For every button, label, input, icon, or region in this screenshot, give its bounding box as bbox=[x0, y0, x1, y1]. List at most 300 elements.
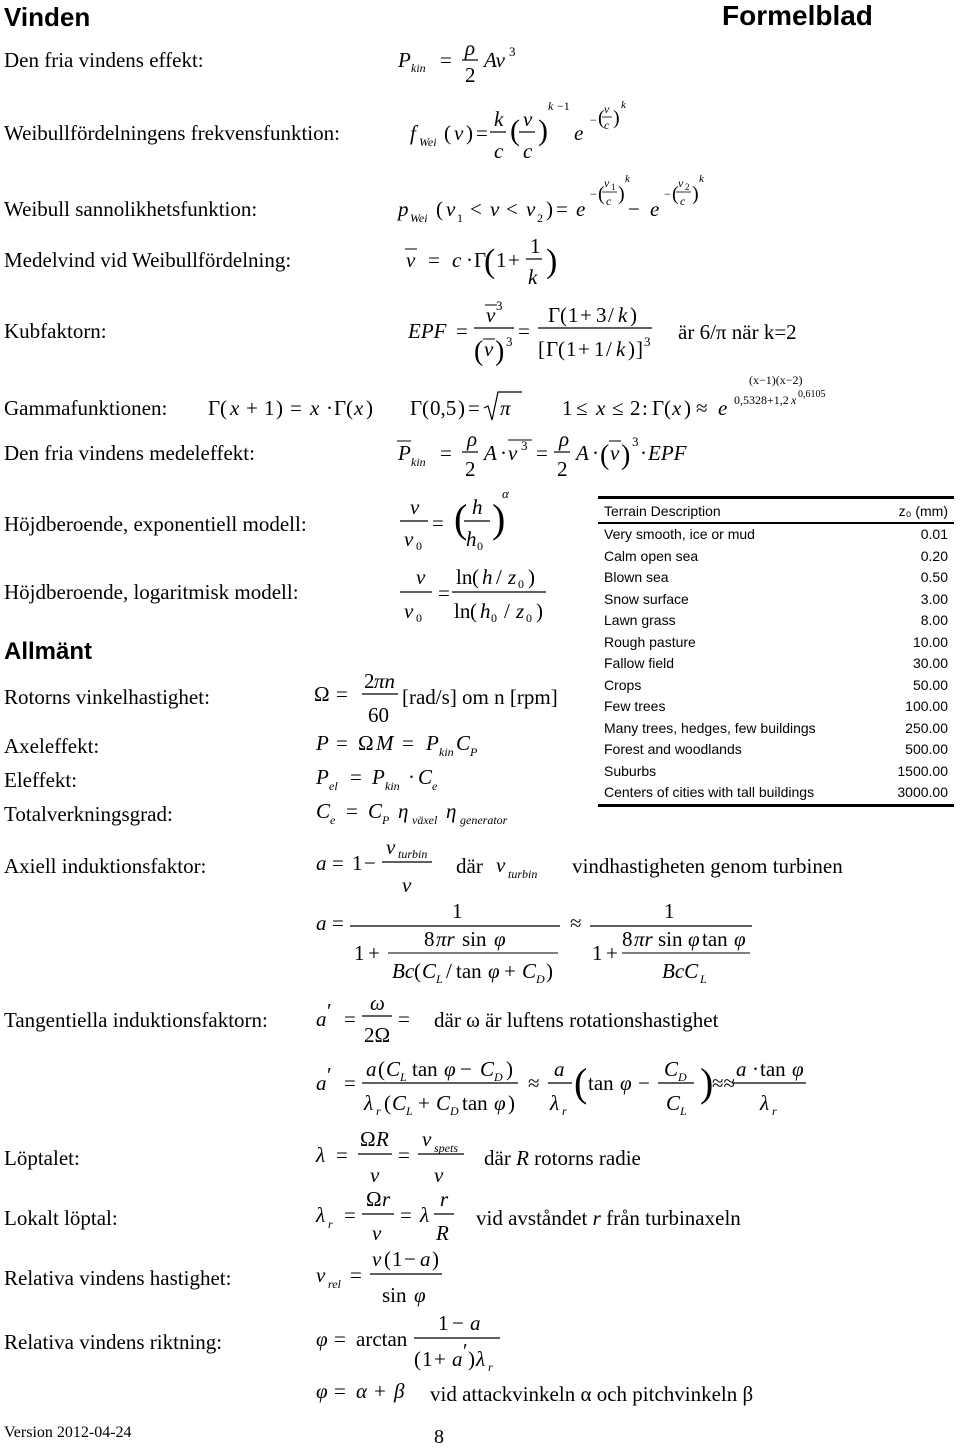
svg-text:e: e bbox=[718, 396, 728, 420]
svg-text:(: ( bbox=[384, 1247, 391, 1271]
table-row bbox=[598, 739, 954, 761]
svg-text:2: 2 bbox=[465, 457, 476, 481]
section-title-allmant: Allmänt bbox=[4, 638, 93, 665]
svg-text:tan: tan bbox=[760, 1057, 786, 1081]
svg-text:C: C bbox=[392, 1091, 407, 1115]
svg-text:0: 0 bbox=[477, 539, 483, 553]
svg-text:r: r bbox=[562, 1104, 567, 1118]
svg-text:0,6105: 0,6105 bbox=[798, 389, 826, 400]
svg-text:1: 1 bbox=[530, 234, 541, 258]
svg-text:β: β bbox=[394, 1379, 405, 1403]
svg-text:−: − bbox=[452, 1311, 464, 1335]
svg-text:v: v bbox=[604, 176, 610, 190]
label-vinkelhastighet: Rotorns vinkelhastighet: bbox=[4, 685, 210, 709]
svg-text:(: ( bbox=[600, 440, 610, 471]
terrain-desc: Blown sea bbox=[604, 569, 669, 585]
svg-text:−: − bbox=[364, 851, 376, 875]
svg-text:x: x bbox=[596, 396, 606, 420]
svg-text:ω: ω bbox=[370, 991, 385, 1015]
label-totalverkningsgrad: Totalverkningsgrad: bbox=[4, 802, 173, 826]
svg-text:=: = bbox=[334, 1379, 346, 1403]
svg-text:): ) bbox=[613, 107, 620, 129]
svg-text:D: D bbox=[450, 1104, 459, 1118]
svg-text:): ) bbox=[621, 440, 631, 471]
svg-text:a: a bbox=[366, 1057, 377, 1081]
svg-text:=: = bbox=[468, 396, 480, 420]
terrain-table bbox=[598, 496, 954, 807]
svg-text:=: = bbox=[438, 581, 450, 605]
svg-text:v: v bbox=[434, 1163, 444, 1187]
svg-text:=: = bbox=[350, 1263, 362, 1287]
formula-loptalet bbox=[315, 1127, 464, 1187]
svg-text:·: · bbox=[408, 765, 415, 789]
svg-text:v: v bbox=[404, 599, 414, 623]
svg-text:Γ: Γ bbox=[334, 396, 347, 420]
label-lokalt-loptal: Lokalt löptal: bbox=[4, 1206, 118, 1230]
svg-text:′: ′ bbox=[327, 1063, 332, 1087]
table-row bbox=[598, 567, 954, 589]
svg-text:C: C bbox=[422, 959, 437, 983]
svg-text:v: v bbox=[386, 835, 396, 859]
svg-text:v: v bbox=[610, 441, 620, 465]
svg-text:f: f bbox=[410, 121, 416, 145]
svg-text:L: L bbox=[680, 1104, 687, 1118]
svg-text:1: 1 bbox=[354, 941, 365, 965]
svg-text:P: P bbox=[426, 731, 439, 755]
svg-text:/: / bbox=[606, 337, 612, 361]
svg-text:1: 1 bbox=[392, 1247, 403, 1271]
svg-text:1: 1 bbox=[568, 303, 579, 327]
terrain-header-desc: Terrain Description bbox=[604, 503, 721, 519]
svg-text:1: 1 bbox=[438, 1311, 449, 1335]
svg-text:): ) bbox=[495, 336, 505, 367]
svg-text:Ω: Ω bbox=[358, 731, 374, 755]
table-row bbox=[598, 718, 954, 740]
label-hojd-logaritmisk: Höjdberoende, logaritmisk modell: bbox=[4, 580, 299, 604]
svg-text:ρ: ρ bbox=[559, 427, 570, 451]
svg-text:P: P bbox=[398, 441, 411, 465]
svg-text:3: 3 bbox=[596, 303, 607, 327]
svg-text:+: + bbox=[578, 337, 590, 361]
svg-text:e: e bbox=[650, 197, 660, 221]
formula-vinkelhastighet bbox=[314, 669, 398, 727]
svg-text:Wei: Wei bbox=[410, 211, 428, 225]
svg-text:(: ( bbox=[560, 303, 567, 327]
svg-text:πr: πr bbox=[634, 927, 653, 951]
label-eleffekt: Eleffekt: bbox=[4, 768, 78, 792]
svg-text:A: A bbox=[484, 441, 497, 465]
svg-text:k: k bbox=[621, 99, 626, 111]
svg-text:z: z bbox=[508, 565, 517, 589]
terrain-desc: Forest and woodlands bbox=[604, 741, 742, 757]
svg-text:k: k bbox=[618, 303, 628, 327]
terrain-z0: 0.20 bbox=[920, 547, 948, 564]
terrain-desc: Very smooth, ice or mud bbox=[604, 526, 755, 542]
svg-text:v: v bbox=[422, 1127, 432, 1151]
svg-text:<: < bbox=[506, 197, 518, 221]
svg-text:kin: kin bbox=[411, 455, 426, 469]
svg-text:(: ( bbox=[454, 496, 468, 541]
svg-text:2: 2 bbox=[557, 457, 568, 481]
svg-text:): ) bbox=[546, 197, 553, 221]
svg-text:=: = bbox=[536, 441, 548, 465]
svg-text:=: = bbox=[556, 197, 568, 221]
svg-text:λ: λ bbox=[316, 1143, 326, 1167]
svg-text:(: ( bbox=[484, 243, 496, 280]
svg-text:=: = bbox=[350, 765, 362, 789]
svg-text:C: C bbox=[368, 799, 383, 823]
svg-text:≈: ≈ bbox=[696, 396, 708, 420]
svg-text:v: v bbox=[604, 102, 610, 116]
svg-text:+: + bbox=[606, 941, 618, 965]
svg-text:Γ: Γ bbox=[546, 337, 559, 361]
svg-text:kin: kin bbox=[439, 745, 454, 759]
formula-axiell-bladelement bbox=[316, 899, 752, 986]
svg-text:ρ: ρ bbox=[467, 427, 478, 451]
terrain-z0: 10.00 bbox=[912, 633, 948, 650]
svg-text:φ: φ bbox=[494, 927, 506, 951]
svg-text:φ: φ bbox=[688, 927, 700, 951]
svg-text:(: ( bbox=[574, 1060, 588, 1105]
svg-text:=: = bbox=[440, 441, 452, 465]
formula-axeleffekt bbox=[315, 731, 478, 759]
svg-text:h: h bbox=[466, 527, 477, 551]
formula-gammafunktionen bbox=[208, 389, 826, 420]
svg-text:1: 1 bbox=[452, 899, 463, 923]
svg-text:EPF: EPF bbox=[648, 441, 687, 465]
svg-text:ln: ln bbox=[456, 565, 473, 589]
terrain-desc: Centers of cities with tall buildings bbox=[604, 784, 815, 800]
svg-text:sin: sin bbox=[462, 927, 487, 951]
svg-text:Γ: Γ bbox=[410, 396, 423, 420]
svg-text:EPF: EPF bbox=[408, 319, 447, 343]
svg-text:2: 2 bbox=[630, 396, 641, 420]
svg-text:k: k bbox=[494, 107, 504, 131]
svg-text:v: v bbox=[410, 495, 420, 519]
table-row bbox=[598, 653, 954, 675]
svg-text:0: 0 bbox=[491, 611, 497, 625]
formula-medelvind bbox=[405, 234, 557, 289]
svg-text:=: = bbox=[518, 319, 530, 343]
terrain-desc: Calm open sea bbox=[604, 547, 699, 564]
terrain-header-z0: z₀ (mm) bbox=[898, 503, 948, 519]
svg-text:): ) bbox=[468, 1347, 475, 1371]
svg-text:v: v bbox=[508, 441, 518, 465]
svg-text:π: π bbox=[500, 396, 511, 420]
svg-text:Γ: Γ bbox=[548, 303, 561, 327]
svg-text:=: = bbox=[344, 1203, 356, 1227]
svg-text:1: 1 bbox=[611, 182, 616, 192]
note-tangentiell-induktion: där ω är luftens rotationshastighet bbox=[434, 1008, 719, 1032]
svg-text:a: a bbox=[316, 851, 327, 875]
svg-text:3: 3 bbox=[632, 434, 639, 449]
svg-text:1: 1 bbox=[566, 337, 577, 361]
svg-text:α: α bbox=[356, 1379, 368, 1403]
svg-text:(: ( bbox=[510, 114, 520, 147]
svg-text:Av: Av bbox=[484, 48, 505, 72]
svg-text:P: P bbox=[316, 731, 329, 755]
svg-text:tan: tan bbox=[456, 959, 482, 983]
svg-text:−: − bbox=[664, 187, 671, 201]
svg-text:3: 3 bbox=[506, 334, 513, 349]
svg-text:≤: ≤ bbox=[612, 396, 624, 420]
svg-text:c: c bbox=[452, 248, 462, 272]
svg-text:]: ] bbox=[636, 337, 643, 361]
svg-text:v: v bbox=[404, 527, 414, 551]
svg-text:k: k bbox=[548, 99, 554, 113]
svg-text:C: C bbox=[456, 731, 471, 755]
svg-text:): ) bbox=[692, 183, 699, 205]
svg-text:φ: φ bbox=[734, 927, 746, 951]
svg-text:): ) bbox=[432, 1247, 439, 1271]
svg-text:): ) bbox=[700, 1060, 714, 1105]
svg-text:=: = bbox=[336, 682, 348, 706]
svg-text:v: v bbox=[402, 873, 412, 897]
svg-text:tan: tan bbox=[462, 1091, 488, 1115]
terrain-desc: Suburbs bbox=[604, 762, 657, 779]
svg-text:φ: φ bbox=[620, 1071, 632, 1095]
svg-text:0,5328+1,2: 0,5328+1,2 bbox=[734, 393, 789, 407]
svg-text:M: M bbox=[376, 731, 394, 755]
svg-text:v: v bbox=[370, 1163, 380, 1187]
svg-text:r: r bbox=[328, 1217, 333, 1231]
svg-text:h: h bbox=[472, 495, 483, 519]
svg-text::: : bbox=[642, 396, 648, 420]
svg-text:=: = bbox=[290, 396, 302, 420]
terrain-z0: 1500.00 bbox=[897, 762, 948, 779]
svg-text:1: 1 bbox=[592, 941, 603, 965]
svg-text:3: 3 bbox=[521, 438, 528, 453]
svg-text:Ω: Ω bbox=[314, 682, 330, 706]
svg-text:/: / bbox=[504, 599, 510, 623]
formula-eleffekt bbox=[315, 765, 438, 793]
svg-text:): ) bbox=[684, 396, 691, 420]
svg-text:turbin: turbin bbox=[508, 867, 538, 881]
svg-text:): ) bbox=[630, 303, 637, 327]
note-phi-alpha-beta: vid attackvinkeln α och pitchvinkeln β bbox=[430, 1382, 754, 1406]
svg-text:8: 8 bbox=[622, 927, 633, 951]
terrain-desc: Snow surface bbox=[604, 590, 689, 607]
formula-fria-vindens-effekt bbox=[397, 36, 516, 87]
svg-text:kin: kin bbox=[385, 779, 400, 793]
svg-text:=: = bbox=[336, 1143, 348, 1167]
svg-text:+: + bbox=[508, 248, 520, 272]
svg-text:h: h bbox=[482, 565, 493, 589]
svg-text:=: = bbox=[432, 511, 444, 535]
svg-text:v: v bbox=[316, 1263, 326, 1287]
svg-text:A: A bbox=[576, 441, 589, 465]
svg-text:k: k bbox=[625, 173, 630, 185]
svg-text:−1: −1 bbox=[557, 99, 570, 113]
label-weibull-sannolikhet: Weibull sannolikhetsfunktion: bbox=[4, 197, 258, 221]
formula-phi-alpha-beta bbox=[316, 1379, 405, 1403]
svg-text:): ) bbox=[546, 959, 553, 983]
svg-text:D: D bbox=[678, 1070, 687, 1084]
formula-hojd-exponentiell bbox=[400, 486, 510, 553]
svg-text:′: ′ bbox=[327, 999, 332, 1023]
table-row bbox=[598, 696, 954, 718]
version-label: Version 2012-04-24 bbox=[4, 1424, 132, 1441]
svg-text:generator: generator bbox=[460, 813, 508, 827]
svg-text:λ: λ bbox=[420, 1203, 430, 1227]
svg-text:−: − bbox=[638, 1071, 650, 1095]
formula-tangentiell-induktion bbox=[316, 991, 410, 1047]
svg-text:sin: sin bbox=[658, 927, 683, 951]
svg-text:(: ( bbox=[558, 337, 565, 361]
svg-text:r: r bbox=[488, 1360, 493, 1374]
svg-text:φ: φ bbox=[316, 1327, 328, 1351]
svg-text:C: C bbox=[418, 765, 433, 789]
svg-text:λ: λ bbox=[316, 1203, 326, 1227]
svg-text:P: P bbox=[372, 765, 385, 789]
svg-text:turbin: turbin bbox=[398, 847, 428, 861]
svg-text:−: − bbox=[590, 187, 597, 201]
svg-text:Wei: Wei bbox=[419, 135, 437, 149]
svg-text:D: D bbox=[494, 1070, 503, 1084]
svg-text:tan: tan bbox=[702, 927, 728, 951]
svg-text:r: r bbox=[440, 1187, 449, 1211]
section-title-vinden: Vinden bbox=[4, 2, 91, 32]
svg-text:φ: φ bbox=[414, 1283, 426, 1307]
svg-text:3: 3 bbox=[644, 334, 651, 349]
svg-text:Ω: Ω bbox=[366, 1187, 382, 1211]
svg-text:2: 2 bbox=[364, 669, 375, 693]
svg-text:e: e bbox=[576, 197, 586, 221]
kub-note: är 6/π när k=2 bbox=[678, 320, 797, 344]
svg-text:(: ( bbox=[470, 599, 477, 623]
svg-text:v: v bbox=[678, 176, 684, 190]
svg-text:c: c bbox=[680, 194, 686, 208]
svg-text:1: 1 bbox=[562, 396, 573, 420]
svg-text:x: x bbox=[354, 396, 364, 420]
svg-text:k: k bbox=[616, 337, 626, 361]
svg-text:(: ( bbox=[444, 121, 451, 145]
table-row bbox=[598, 524, 954, 546]
svg-text:+: + bbox=[504, 959, 516, 983]
svg-text:C: C bbox=[316, 799, 331, 823]
svg-text:(: ( bbox=[664, 396, 671, 420]
svg-text:=: = bbox=[476, 121, 488, 145]
formula-relativ-riktning bbox=[316, 1311, 500, 1374]
svg-text:2Ω: 2Ω bbox=[364, 1023, 391, 1047]
svg-text:−: − bbox=[590, 113, 597, 127]
svg-text:−: − bbox=[404, 1247, 416, 1271]
label-relativ-hastighet: Relativa vindens hastighet: bbox=[4, 1266, 232, 1290]
svg-text:=: = bbox=[336, 731, 348, 755]
terrain-z0: 3.00 bbox=[920, 590, 948, 607]
svg-text:k: k bbox=[528, 265, 538, 289]
svg-text:C: C bbox=[666, 1091, 681, 1115]
svg-text:−: − bbox=[460, 1057, 472, 1081]
terrain-desc: Lawn grass bbox=[604, 612, 676, 628]
svg-text:1: 1 bbox=[422, 1347, 433, 1371]
svg-text:r: r bbox=[382, 1187, 391, 1211]
svg-text:1: 1 bbox=[352, 851, 363, 875]
svg-text:(: ( bbox=[598, 183, 605, 205]
svg-text:·: · bbox=[326, 396, 333, 420]
svg-text:v: v bbox=[484, 337, 494, 361]
svg-text:e: e bbox=[574, 121, 584, 145]
svg-text:(: ( bbox=[414, 959, 421, 983]
svg-text:·: · bbox=[640, 441, 647, 465]
svg-text:=: = bbox=[440, 48, 452, 72]
svg-text:λ: λ bbox=[364, 1091, 374, 1115]
svg-text:rel: rel bbox=[328, 1277, 341, 1291]
svg-text:/: / bbox=[496, 565, 502, 589]
formula-totalverkningsgrad bbox=[316, 799, 508, 827]
svg-text:C: C bbox=[436, 1091, 451, 1115]
svg-text:C: C bbox=[664, 1057, 679, 1081]
table-row bbox=[598, 782, 954, 804]
label-medeleffekt: Den fria vindens medeleffekt: bbox=[4, 441, 255, 465]
svg-text:[: [ bbox=[538, 337, 545, 361]
svg-text:e: e bbox=[330, 813, 336, 827]
terrain-z0: 3000.00 bbox=[897, 784, 948, 800]
svg-text:C: C bbox=[480, 1057, 495, 1081]
svg-text:a: a bbox=[420, 1247, 431, 1271]
table-row bbox=[598, 589, 954, 611]
svg-text:=: = bbox=[334, 1327, 346, 1351]
svg-text:C: C bbox=[386, 1057, 401, 1081]
svg-text:·: · bbox=[592, 441, 599, 465]
svg-text:≈: ≈ bbox=[528, 1071, 540, 1095]
svg-text:): ) bbox=[366, 396, 373, 420]
svg-text:2: 2 bbox=[465, 63, 476, 87]
svg-text:8: 8 bbox=[424, 927, 435, 951]
svg-text:): ) bbox=[628, 337, 635, 361]
label-tangentiell-induktion: Tangentiella induktionsfaktorn: bbox=[4, 1008, 268, 1032]
svg-text:x: x bbox=[791, 393, 797, 407]
gamma-exponent-extra: (x−1)(x−2) bbox=[749, 373, 803, 387]
svg-text:z: z bbox=[516, 599, 525, 623]
svg-text:3: 3 bbox=[509, 44, 516, 59]
svg-text:3: 3 bbox=[496, 298, 503, 313]
svg-text:Bc: Bc bbox=[392, 959, 415, 983]
svg-text:(: ( bbox=[472, 565, 479, 589]
svg-text:0: 0 bbox=[416, 539, 422, 553]
svg-text:·: · bbox=[500, 441, 507, 465]
svg-text:v: v bbox=[486, 303, 496, 327]
svg-text:(: ( bbox=[436, 197, 443, 221]
svg-text:L: L bbox=[406, 1104, 413, 1118]
svg-text:R: R bbox=[436, 1221, 449, 1245]
svg-text:v: v bbox=[416, 565, 426, 589]
svg-text:1: 1 bbox=[457, 211, 463, 225]
svg-text:=: = bbox=[344, 1071, 356, 1095]
svg-text:R: R bbox=[376, 1127, 389, 1151]
svg-text:): ) bbox=[506, 1057, 513, 1081]
svg-text:v: v bbox=[523, 107, 533, 131]
table-row bbox=[598, 546, 954, 568]
formula-lokalt-loptal bbox=[315, 1187, 454, 1245]
svg-text:·: · bbox=[752, 1057, 759, 1081]
table-row bbox=[598, 632, 954, 654]
svg-text:η: η bbox=[398, 799, 409, 823]
svg-text:0: 0 bbox=[526, 611, 532, 625]
terrain-z0: 100.00 bbox=[905, 698, 948, 714]
svg-text:φ: φ bbox=[494, 1091, 506, 1115]
formula-hojd-logaritmisk bbox=[400, 565, 546, 625]
label-medelvind: Medelvind vid Weibullfördelning: bbox=[4, 248, 292, 272]
formula-kubfaktorn bbox=[407, 298, 652, 367]
svg-text:−: − bbox=[628, 197, 640, 221]
table-row bbox=[598, 675, 954, 697]
svg-text:p: p bbox=[398, 197, 409, 221]
svg-text:=: = bbox=[332, 911, 344, 935]
terrain-z0: 50.00 bbox=[912, 676, 948, 693]
terrain-z0: 0.01 bbox=[920, 526, 948, 542]
svg-text:1: 1 bbox=[594, 337, 605, 361]
